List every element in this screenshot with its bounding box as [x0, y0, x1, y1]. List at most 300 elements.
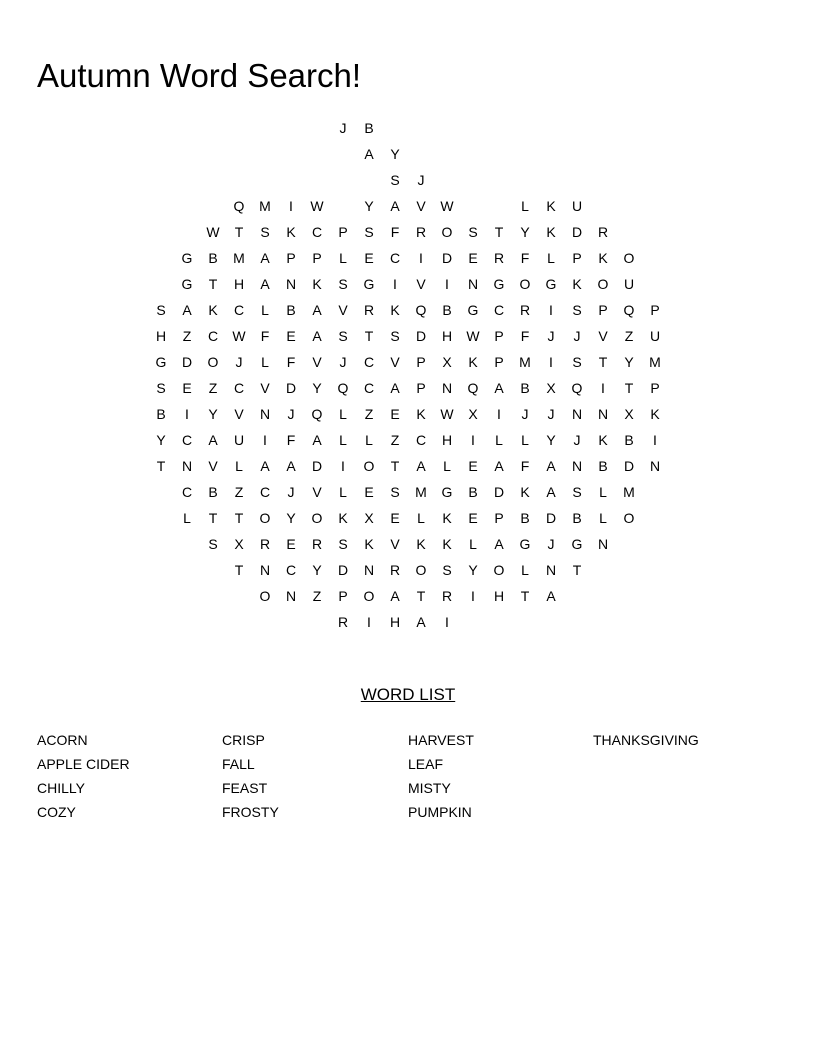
- grid-letter: O: [415, 562, 427, 578]
- grid-letter: Y: [364, 198, 374, 214]
- grid-letter: N: [467, 276, 479, 292]
- grid-letter: L: [339, 484, 347, 500]
- grid-letter: A: [312, 432, 322, 448]
- grid-letter: O: [493, 562, 505, 578]
- grid-letter: B: [520, 510, 530, 526]
- grid-letter: O: [597, 276, 609, 292]
- grid-letter: I: [367, 614, 371, 630]
- grid-letter: W: [310, 198, 324, 214]
- grid-letter: V: [312, 354, 322, 370]
- grid-letter: H: [441, 432, 453, 448]
- grid-letter: V: [416, 198, 426, 214]
- grid-letter: J: [573, 432, 581, 448]
- grid-letter: L: [521, 198, 529, 214]
- grid-letter: L: [417, 510, 425, 526]
- word-list-item: FEAST: [222, 780, 268, 796]
- grid-letter: W: [232, 328, 246, 344]
- grid-letter: U: [623, 276, 635, 292]
- grid-letter: S: [390, 484, 400, 500]
- grid-letter: H: [441, 328, 453, 344]
- grid-letter: A: [546, 484, 556, 500]
- word-list-item: PUMPKIN: [408, 804, 472, 820]
- grid-letter: B: [442, 302, 452, 318]
- grid-letter: K: [416, 536, 426, 552]
- grid-letter: N: [363, 562, 375, 578]
- grid-letter: D: [415, 328, 427, 344]
- grid-letter: X: [546, 380, 556, 396]
- grid-letter: R: [441, 588, 453, 604]
- grid-letter: T: [234, 224, 244, 240]
- grid-letter: J: [287, 406, 295, 422]
- grid-letter: Y: [520, 224, 530, 240]
- grid-letter: Z: [312, 588, 322, 604]
- grid-letter: O: [363, 458, 375, 474]
- grid-letter: D: [181, 354, 193, 370]
- grid-letter: K: [442, 536, 452, 552]
- grid-letter: I: [341, 458, 345, 474]
- grid-letter: I: [497, 406, 501, 422]
- grid-letter: L: [495, 432, 503, 448]
- grid-letter: L: [521, 562, 529, 578]
- grid-letter: D: [493, 484, 505, 500]
- grid-letter: K: [390, 302, 400, 318]
- grid-letter: A: [494, 380, 504, 396]
- grid-letter: T: [234, 510, 244, 526]
- grid-letter: I: [471, 432, 475, 448]
- grid-letter: Y: [546, 432, 556, 448]
- grid-letter: P: [494, 510, 504, 526]
- grid-letter: K: [598, 432, 608, 448]
- grid-letter: M: [623, 484, 635, 500]
- grid-letter: Y: [468, 562, 478, 578]
- grid-letter: J: [547, 328, 555, 344]
- grid-letter: S: [572, 484, 582, 500]
- grid-letter: E: [468, 250, 478, 266]
- grid-letter: Q: [415, 302, 427, 318]
- grid-letter: R: [259, 536, 271, 552]
- grid-letter: T: [234, 562, 244, 578]
- grid-letter: P: [650, 380, 660, 396]
- grid-letter: K: [286, 224, 296, 240]
- grid-letter: T: [156, 458, 166, 474]
- grid-letter: B: [208, 484, 218, 500]
- grid-letter: M: [259, 198, 271, 214]
- grid-letter: A: [286, 458, 296, 474]
- grid-letter: T: [494, 224, 504, 240]
- grid-letter: Y: [390, 146, 400, 162]
- grid-letter: E: [468, 458, 478, 474]
- grid-letter: F: [520, 458, 530, 474]
- grid-letter: X: [624, 406, 634, 422]
- grid-letter: V: [416, 276, 426, 292]
- grid-letter: S: [208, 536, 218, 552]
- grid-letter: G: [181, 276, 193, 292]
- grid-letter: T: [520, 588, 530, 604]
- grid-letter: E: [468, 510, 478, 526]
- grid-letter: C: [389, 250, 401, 266]
- grid-letter: R: [311, 536, 323, 552]
- grid-letter: S: [572, 302, 582, 318]
- grid-letter: N: [181, 458, 193, 474]
- grid-letter: V: [390, 536, 400, 552]
- grid-letter: I: [653, 432, 657, 448]
- grid-letter: E: [364, 250, 374, 266]
- grid-letter: U: [233, 432, 245, 448]
- grid-letter: B: [156, 406, 166, 422]
- grid-letter: Q: [467, 380, 479, 396]
- grid-letter: N: [571, 406, 583, 422]
- grid-letter: C: [493, 302, 505, 318]
- word-list-item: FROSTY: [222, 804, 279, 820]
- grid-letter: L: [183, 510, 191, 526]
- grid-letter: N: [571, 458, 583, 474]
- grid-letter: J: [547, 406, 555, 422]
- grid-letter: W: [466, 328, 480, 344]
- grid-letter: N: [597, 536, 609, 552]
- grid-letter: A: [208, 432, 218, 448]
- grid-letter: Z: [234, 484, 244, 500]
- grid-letter: K: [442, 510, 452, 526]
- grid-letter: L: [261, 354, 269, 370]
- grid-letter: Q: [571, 380, 583, 396]
- grid-letter: V: [390, 354, 400, 370]
- grid-letter: N: [285, 276, 297, 292]
- grid-letter: L: [339, 432, 347, 448]
- grid-letter: E: [364, 484, 374, 500]
- grid-letter: J: [547, 536, 555, 552]
- grid-letter: K: [468, 354, 478, 370]
- grid-letter: L: [235, 458, 243, 474]
- grid-letter: O: [441, 224, 453, 240]
- grid-letter: K: [650, 406, 660, 422]
- word-list-item: LEAF: [408, 756, 444, 772]
- grid-letter: F: [286, 432, 296, 448]
- grid-letter: Z: [182, 328, 192, 344]
- grid-letter: J: [417, 172, 425, 188]
- word-list: [0, 730, 816, 840]
- grid-letter: D: [623, 458, 635, 474]
- grid-letter: C: [233, 380, 245, 396]
- word-list-item: CRISP: [222, 732, 265, 748]
- grid-letter: F: [520, 250, 530, 266]
- grid-letter: E: [390, 406, 400, 422]
- grid-letter: R: [389, 562, 401, 578]
- grid-letter: P: [312, 250, 322, 266]
- grid-letter: T: [416, 588, 426, 604]
- grid-letter: I: [289, 198, 293, 214]
- grid-letter: I: [471, 588, 475, 604]
- grid-letter: F: [260, 328, 270, 344]
- grid-letter: S: [390, 172, 400, 188]
- grid-letter: B: [624, 432, 634, 448]
- page-title: Autumn Word Search!: [37, 57, 362, 95]
- grid-letter: R: [597, 224, 609, 240]
- grid-letter: G: [441, 484, 453, 500]
- grid-letter: B: [572, 510, 582, 526]
- grid-letter: C: [363, 380, 375, 396]
- grid-letter: Z: [364, 406, 374, 422]
- grid-letter: A: [312, 328, 322, 344]
- grid-letter: A: [494, 458, 504, 474]
- grid-letter: A: [364, 146, 374, 162]
- grid-letter: U: [649, 328, 661, 344]
- grid-letter: I: [549, 354, 553, 370]
- grid-letter: L: [469, 536, 477, 552]
- grid-letter: P: [650, 302, 660, 318]
- grid-letter: Q: [623, 302, 635, 318]
- grid-letter: A: [416, 458, 426, 474]
- grid-letter: F: [286, 354, 296, 370]
- grid-letter: I: [601, 380, 605, 396]
- word-list-item: FALL: [222, 756, 255, 772]
- grid-letter: L: [521, 432, 529, 448]
- word-list-item: HARVEST: [408, 732, 474, 748]
- grid-letter: T: [624, 380, 634, 396]
- grid-letter: I: [445, 276, 449, 292]
- grid-letter: A: [546, 458, 556, 474]
- grid-letter: N: [259, 406, 271, 422]
- grid-letter: I: [549, 302, 553, 318]
- grid-letter: V: [208, 458, 218, 474]
- grid-letter: N: [649, 458, 661, 474]
- grid-letter: I: [263, 432, 267, 448]
- grid-letter: J: [339, 120, 347, 136]
- grid-letter: M: [649, 354, 661, 370]
- word-list-item: COZY: [37, 804, 76, 820]
- grid-letter: Y: [208, 406, 218, 422]
- grid-letter: S: [442, 562, 452, 578]
- grid-letter: O: [259, 510, 271, 526]
- grid-letter: A: [416, 614, 426, 630]
- grid-letter: S: [338, 276, 348, 292]
- grid-letter: S: [364, 224, 374, 240]
- grid-letter: G: [181, 250, 193, 266]
- grid-letter: Z: [624, 328, 634, 344]
- grid-letter: G: [155, 354, 167, 370]
- grid-letter: D: [545, 510, 557, 526]
- grid-letter: Q: [233, 198, 245, 214]
- grid-letter: I: [185, 406, 189, 422]
- grid-letter: L: [599, 484, 607, 500]
- grid-letter: N: [285, 588, 297, 604]
- grid-letter: P: [598, 302, 608, 318]
- grid-letter: K: [338, 510, 348, 526]
- grid-letter: C: [181, 432, 193, 448]
- grid-letter: A: [494, 536, 504, 552]
- grid-letter: V: [260, 380, 270, 396]
- grid-letter: D: [311, 458, 323, 474]
- grid-letter: F: [520, 328, 530, 344]
- grid-letter: E: [182, 380, 192, 396]
- grid-letter: G: [363, 276, 375, 292]
- grid-letter: K: [546, 224, 556, 240]
- grid-letter: S: [260, 224, 270, 240]
- grid-letter: E: [286, 328, 296, 344]
- grid-letter: V: [234, 406, 244, 422]
- grid-letter: N: [545, 562, 557, 578]
- grid-letter: B: [208, 250, 218, 266]
- grid-letter: H: [389, 614, 401, 630]
- grid-letter: M: [233, 250, 245, 266]
- grid-letter: L: [365, 432, 373, 448]
- grid-letter: T: [598, 354, 608, 370]
- grid-letter: G: [493, 276, 505, 292]
- grid-letter: Y: [312, 562, 322, 578]
- grid-letter: L: [339, 250, 347, 266]
- grid-letter: X: [234, 536, 244, 552]
- word-list-item: CHILLY: [37, 780, 85, 796]
- grid-letter: V: [312, 484, 322, 500]
- grid-letter: A: [390, 198, 400, 214]
- grid-letter: C: [363, 354, 375, 370]
- grid-letter: E: [390, 510, 400, 526]
- grid-letter: D: [337, 562, 349, 578]
- grid-letter: Y: [624, 354, 634, 370]
- grid-letter: I: [419, 250, 423, 266]
- grid-letter: T: [390, 458, 400, 474]
- grid-letter: K: [364, 536, 374, 552]
- grid-letter: J: [339, 354, 347, 370]
- grid-letter: X: [468, 406, 478, 422]
- grid-letter: S: [156, 302, 166, 318]
- grid-letter: N: [259, 562, 271, 578]
- grid-letter: F: [390, 224, 400, 240]
- grid-letter: K: [598, 250, 608, 266]
- grid-letter: I: [445, 614, 449, 630]
- grid-letter: G: [545, 276, 557, 292]
- grid-letter: B: [598, 458, 608, 474]
- grid-letter: B: [286, 302, 296, 318]
- grid-letter: J: [521, 406, 529, 422]
- grid-letter: L: [339, 406, 347, 422]
- grid-letter: P: [338, 224, 348, 240]
- grid-letter: Q: [311, 406, 323, 422]
- grid-letter: I: [393, 276, 397, 292]
- grid-letter: Y: [286, 510, 296, 526]
- grid-letter: C: [285, 562, 297, 578]
- grid-letter: U: [571, 198, 583, 214]
- grid-letter: P: [494, 328, 504, 344]
- grid-letter: W: [440, 198, 454, 214]
- word-list-heading: WORD LIST: [360, 685, 456, 704]
- word-list-item: APPLE CIDER: [37, 756, 130, 772]
- grid-letter: M: [415, 484, 427, 500]
- grid-letter: A: [260, 458, 270, 474]
- grid-letter: N: [441, 380, 453, 396]
- grid-letter: W: [440, 406, 454, 422]
- grid-letter: K: [312, 276, 322, 292]
- grid-letter: A: [390, 380, 400, 396]
- grid-letter: R: [493, 250, 505, 266]
- grid-letter: X: [364, 510, 374, 526]
- grid-letter: O: [311, 510, 323, 526]
- grid-letter: A: [260, 250, 270, 266]
- grid-letter: A: [546, 588, 556, 604]
- grid-letter: H: [155, 328, 167, 344]
- grid-letter: Z: [208, 380, 218, 396]
- grid-letter: Y: [312, 380, 322, 396]
- grid-letter: S: [390, 328, 400, 344]
- grid-letter: Y: [156, 432, 166, 448]
- grid-letter: X: [442, 354, 452, 370]
- grid-letter: T: [572, 562, 582, 578]
- grid-letter: S: [338, 536, 348, 552]
- grid-letter: O: [623, 510, 635, 526]
- grid-letter: D: [571, 224, 583, 240]
- grid-letter: R: [519, 302, 531, 318]
- word-list-item: MISTY: [408, 780, 451, 796]
- grid-letter: N: [597, 406, 609, 422]
- grid-letter: K: [520, 484, 530, 500]
- grid-letter: C: [259, 484, 271, 500]
- grid-letter: O: [623, 250, 635, 266]
- grid-letter: S: [338, 328, 348, 344]
- grid-letter: H: [493, 588, 505, 604]
- grid-letter: T: [364, 328, 374, 344]
- word-list-item: THANKSGIVING: [593, 732, 699, 748]
- grid-letter: K: [546, 198, 556, 214]
- grid-letter: L: [443, 458, 451, 474]
- grid-letter: G: [519, 536, 531, 552]
- grid-letter: J: [235, 354, 243, 370]
- grid-letter: K: [572, 276, 582, 292]
- grid-letter: P: [286, 250, 296, 266]
- grid-letter: C: [233, 302, 245, 318]
- grid-letter: T: [208, 276, 218, 292]
- grid-letter: D: [285, 380, 297, 396]
- grid-letter: K: [416, 406, 426, 422]
- grid-letter: P: [416, 380, 426, 396]
- grid-letter: K: [208, 302, 218, 318]
- grid-letter: R: [337, 614, 349, 630]
- grid-letter: P: [572, 250, 582, 266]
- grid-letter: O: [519, 276, 531, 292]
- grid-letter: M: [519, 354, 531, 370]
- grid-letter: J: [573, 328, 581, 344]
- grid-letter: P: [494, 354, 504, 370]
- grid-letter: A: [390, 588, 400, 604]
- grid-letter: B: [520, 380, 530, 396]
- grid-letter: P: [416, 354, 426, 370]
- grid-letter: L: [261, 302, 269, 318]
- grid-letter: C: [311, 224, 323, 240]
- grid-letter: Q: [337, 380, 349, 396]
- grid-letter: V: [338, 302, 348, 318]
- grid-letter: P: [338, 588, 348, 604]
- grid-letter: B: [468, 484, 478, 500]
- grid-letter: C: [207, 328, 219, 344]
- grid-letter: V: [598, 328, 608, 344]
- grid-letter: A: [182, 302, 192, 318]
- grid-letter: Z: [390, 432, 400, 448]
- grid-letter: B: [364, 120, 374, 136]
- grid-letter: O: [207, 354, 219, 370]
- word-list-item: ACORN: [37, 732, 88, 748]
- grid-letter: S: [572, 354, 582, 370]
- grid-letter: T: [208, 510, 218, 526]
- grid-letter: R: [415, 224, 427, 240]
- grid-letter: A: [312, 302, 322, 318]
- grid-letter: G: [571, 536, 583, 552]
- grid-letter: O: [259, 588, 271, 604]
- grid-letter: L: [547, 250, 555, 266]
- grid-letter: S: [156, 380, 166, 396]
- grid-letter: S: [468, 224, 478, 240]
- grid-letter: L: [599, 510, 607, 526]
- grid-letter: C: [181, 484, 193, 500]
- grid-letter: G: [467, 302, 479, 318]
- grid-letter: C: [415, 432, 427, 448]
